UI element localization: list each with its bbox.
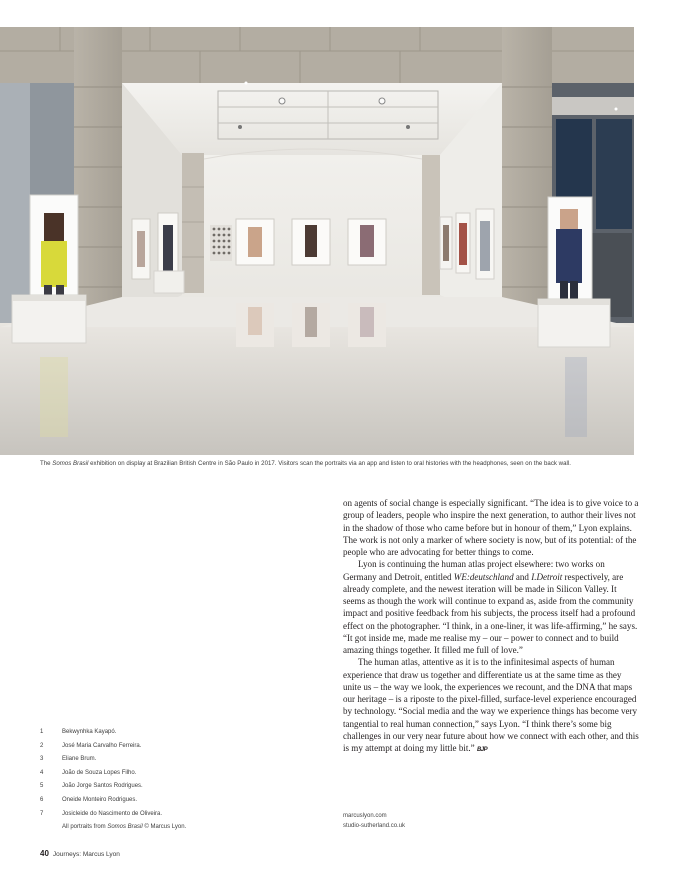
work-title-detroit: I.Detroit (531, 571, 563, 582)
list-item: 6 Oneide Monteiro Rodrigues. (40, 796, 138, 803)
end-mark: BJP (476, 747, 488, 753)
photo-caption (40, 460, 640, 467)
link-studio-sutherland[interactable]: studio-sutherland.co.uk (343, 823, 406, 829)
caption-title: Somos Brasil (52, 460, 89, 467)
article-paragraph-3: The human atlas, attentive as it is to the infinitesimal aspects of human experience that draw us together and differentiate us at the same time as they unite us – the way we look, the experiences we recount, and the DNA that maps our heritage – is a riposte to the pixel-filled, surface-level experience encouraged by technology. “Social media and the way we experience things has become very tangential to real human connection,” says Lyon. “I think there’s some big challenges in our very near future about how we connect with each other, and this is my attempt at doing my little bit.” BJP (343, 657, 639, 753)
list-item: 2 José Maria Carvalho Ferreira. (40, 742, 142, 749)
list-item: 3 Eliane Brum. (40, 756, 97, 763)
web-credits (343, 811, 405, 831)
plate-list (40, 729, 290, 834)
page-number: 40 (40, 849, 49, 858)
article-paragraph-2: Lyon is continuing the human atlas project elsewhere: two works on Germany and Detroit, entitled WE:deutschland and I.Detroit respectively, are already complete, and the newest iteration will be made in Silicon Valley. It seems as though the work will continue to expand as, aside from the community impact and positive feedback from his subjects, the process itself had a profound effect on the photographer. “I think, in a one-liner, it was life-affirming,” he says. “It got inside me, made me realise my – our – power to connect and to build amazing things together. It filled me full of love.” (343, 559, 638, 655)
list-item: 7 Josicleide do Nascimento de Oliveira. (40, 810, 163, 817)
plates-note: All portraits from Somos Brasil © Marcus Lyon. (62, 824, 187, 831)
caption-text: exhibition on display at Brazilian British Centre in São Paulo in 2017. Visitors scan the portraits via an app and listen to oral histories with the headphones, seen on the back wall. (88, 460, 571, 467)
article-paragraph-1: on agents of social change is especially significant. “The idea is to give voice to a group of leaders, people who inspire the next generation, to author their lives not in the shadow of those who came before but in honour of them,” Lyon explains. The work is not only a marker of where society is now, but of its potential: of the people who are advocating for better things to come. (343, 498, 639, 557)
exhibition-photo (0, 27, 634, 455)
section-label: Journeys: Marcus Lyon (52, 851, 120, 858)
list-item: 1 Bekwynhka Kayapó. (40, 729, 117, 735)
article-body (343, 497, 639, 756)
caption-prefix: The (40, 460, 53, 467)
work-title-germany: WE:deutschland (453, 571, 514, 582)
list-item: 4 João de Souza Lopes Filho. (40, 769, 137, 776)
link-marcuslyon[interactable]: marcuslyon.com (343, 813, 387, 819)
page-footer (40, 849, 120, 858)
list-item: 5 João Jorge Santos Rodrigues. (40, 783, 143, 790)
